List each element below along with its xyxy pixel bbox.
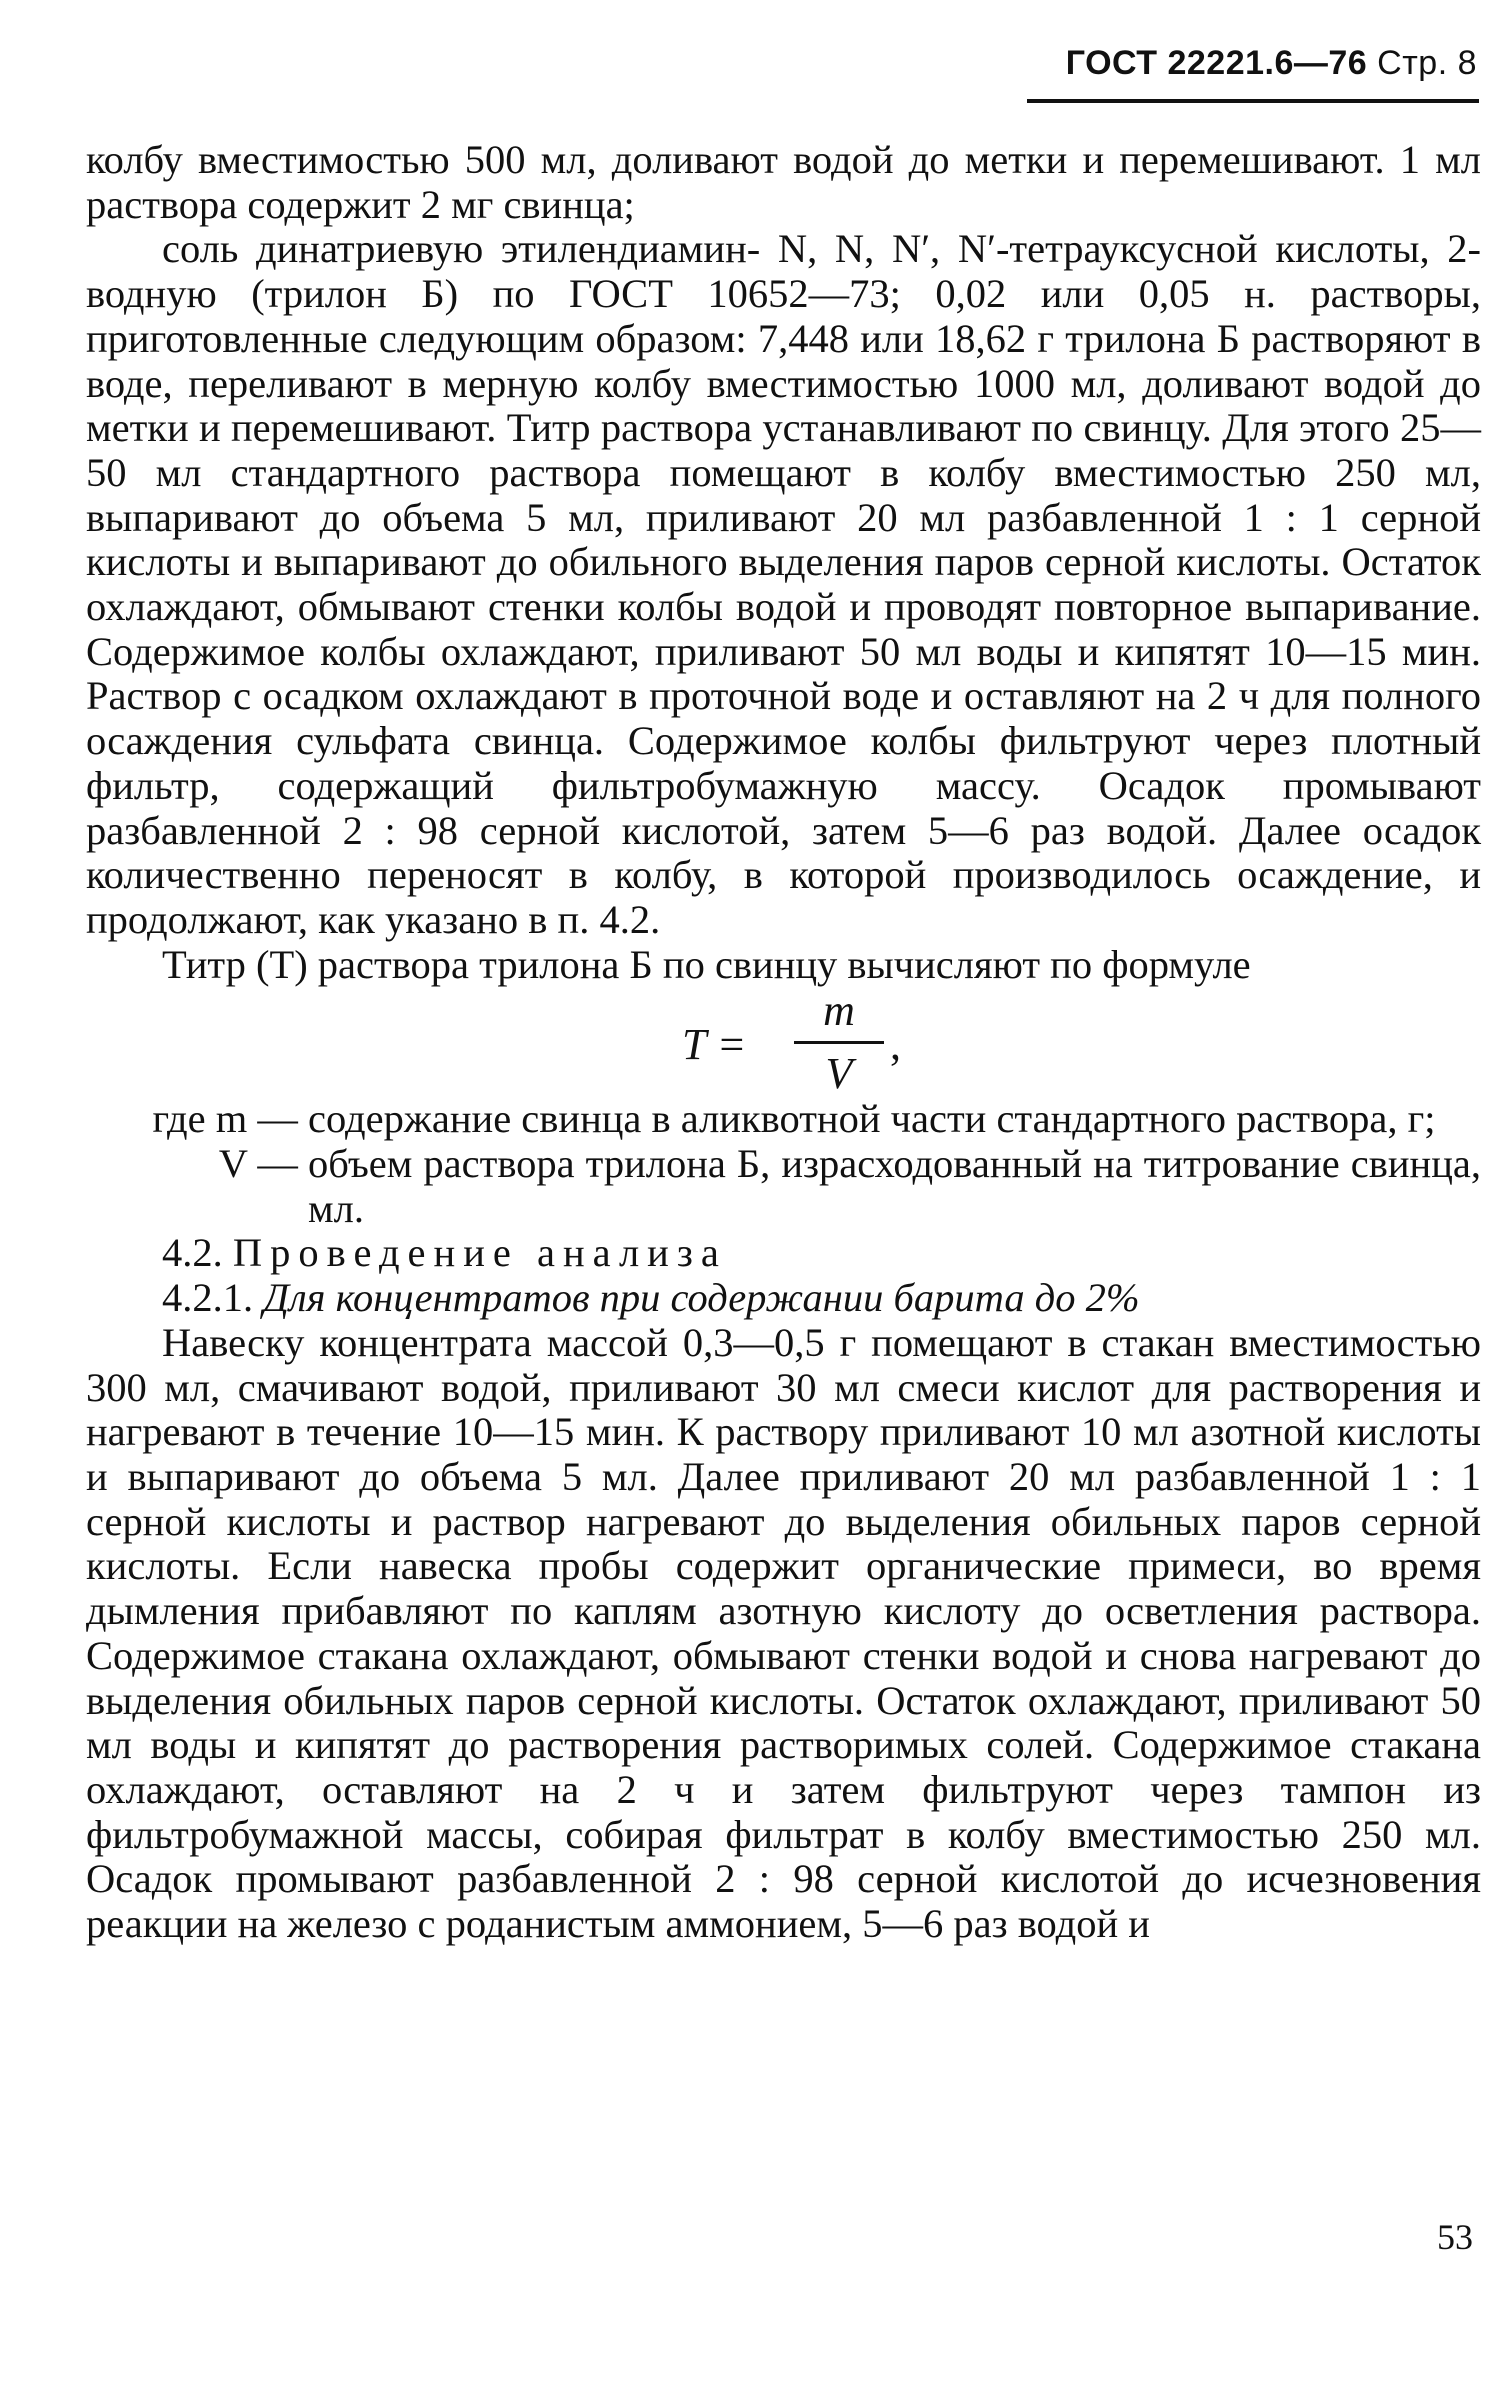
section-heading-4-2 xyxy=(86,1231,1481,1276)
section-title-4-2: Проведение анализа xyxy=(232,1230,727,1276)
formula-lhs: T = xyxy=(682,1020,747,1070)
legend-m-symbol: где m — xyxy=(152,1096,308,1142)
section-number-4-2-1: 4.2.1. xyxy=(162,1275,254,1321)
page-number: 53 xyxy=(1437,2217,1473,2257)
standard-code: ГОСТ 22221.6—76 xyxy=(1065,44,1368,82)
formula-fraction xyxy=(794,987,884,1098)
section-title-4-2-1: Для концентратов при содержании барита до 2% xyxy=(263,1275,1140,1321)
formula-comma: , xyxy=(890,1020,901,1070)
paragraph-titer-formula-intro: Титр (T) раствора трилона Б по свинцу вычисляют по формуле xyxy=(162,941,1251,987)
legend-v-description: объем раствора трилона Б, израсходованный на титрование свинца, мл. xyxy=(308,1141,1481,1231)
formula-denominator: V xyxy=(825,1049,853,1099)
document-body xyxy=(86,138,1481,1947)
fraction-bar xyxy=(794,1041,884,1044)
legend-row-v xyxy=(86,1142,1481,1231)
paragraph-lead-solution: колбу вместимостью 500 мл, доливают водой до метки и перемешивают. 1 мл раствора содержит 2 мг свинца; xyxy=(86,137,1481,227)
paragraph-trilon-b: соль динатриевую этилендиамин- N, N, N′, N′-тетрауксусной кислоты, 2-водную (трилон Б) по ГОСТ 10652—73; 0,02 или 0,05 н. растворы, приготовленные следующим образом: 7,448 или 18,62 г трилона Б растворяют в воде, переливают в мерную колбу вместимостью 1000 мл, доливают водой до метки и перемешивают. Титр раствора устанавливают по свинцу. Для этого 25—50 мл стандартного раствора помещают в колбу вместимостью 250 мл, выпаривают до объема 5 мл, приливают 20 мл разбавленной 1 : 1 серной кислоты и выпаривают до обильного выделения паров серной кислоты. Остаток охлаждают, обмывают стенки колбы водой и проводят повторное выпаривание. Содержимое колбы охлаждают, приливают 50 мл воды и кипятят 10—15 мин. Раствор с осадком охлаждают в проточной воде и оставляют на 2 ч для полного осаждения сульфата свинца. Содержимое колбы фильтруют через плотный фильтр, содержащий фильтробумажную массу. Осадок промывают разбавленной 2 : 98 серной кислотой, затем 5—6 раз водой. Далее осадок количественно переносят в колбу, в которой производилось осаждение, и продолжают, как указано в п. 4.2. xyxy=(86,226,1481,942)
legend-row-m xyxy=(86,1097,1481,1142)
section-number-4-2: 4.2. xyxy=(162,1230,223,1276)
formula-numerator: m xyxy=(823,986,855,1036)
paragraph-procedure: Навеску концентрата массой 0,3—0,5 г помещают в стакан вместимостью 300 мл, смачивают водой, приливают 30 мл смеси кислот для растворения и нагревают в течение 10—15 мин. К раствору приливают 10 мл азотной кислоты и выпаривают до объема 5 мл. Далее приливают 20 мл разбавленной 1 : 1 серной кислоты и раствор нагревают до выделения обильных паров серной кислоты. Если навеска пробы содержит органические примеси, во время дымления прибавляют по каплям азотную кислоту до осветления раствора. Содержимое стакана охлаждают, обмывают стенки водой и снова нагревают до выделения обильных паров серной кислоты. Остаток охлаждают, приливают 50 мл воды и кипятят до растворения растворимых солей. Содержимое стакана охлаждают, оставляют на 2 ч и затем фильтруют через тампон из фильтробумажной массы, собирая фильтрат в колбу вместимостью 250 мл. Осадок промывают разбавленной 2 : 98 серной кислотой до исчезновения реакции на железо с роданистым аммонием, 5—6 раз водой и xyxy=(86,1319,1481,1947)
page-header xyxy=(1066,44,1477,83)
page-label: Стр. 8 xyxy=(1377,44,1477,82)
section-heading-4-2-1 xyxy=(86,1276,1481,1321)
header-rule xyxy=(1027,99,1479,103)
legend-v-symbol: V — xyxy=(218,1141,308,1187)
legend-m-description: содержание свинца в аликвотной части стандартного раствора, г; xyxy=(308,1096,1436,1142)
titer-formula xyxy=(86,987,1481,1097)
formula-legend xyxy=(86,1097,1481,1231)
